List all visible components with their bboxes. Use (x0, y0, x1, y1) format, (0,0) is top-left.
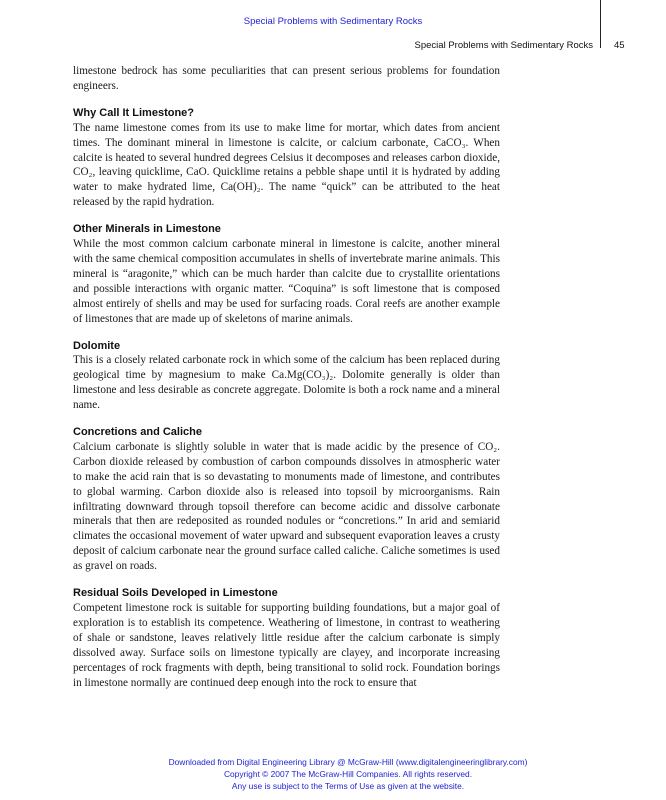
footer-copyright[interactable]: Copyright © 2007 The McGraw-Hill Companies. All rights reserved. (223, 769, 473, 779)
section-heading: Residual Soils Developed in Limestone (73, 587, 278, 600)
section-paragraph: The name limestone comes from its use to make lime for mortar, which dates from ancient times. The dominant mineral in limestone is calcite, or calcium carbonate, CaCO₃. When calcite is heated to several hundred degrees Celsius it decomposes and releases carbon dioxide, CO₂, leaving quicklime, CaO. Quicklime retains a pebble shape until it is hydrated by adding water to make hydrated lime, Ca(OH)₂. The name “quick” can be attributed to the heat released by the rapid hydration. (73, 121, 500, 209)
section-heading: Concretions and Caliche (73, 426, 202, 439)
section-heading: Other Minerals in Limestone (73, 223, 221, 236)
section-paragraph: Calcium carbonate is slightly soluble in water that is made acidic by the presence of CO₂. Carbon dioxide released by combustion of carbon compounds dissolves in atmospheric water to make the acid rain that is so devastating to monuments made of limestone, and contributes to global warming. Carbon dioxide also is released into topsoil by microorganisms. Rain infiltrating downward through topsoil therefore can become acidic and dissolve carbonate minerals that then are redeposited as rounded nodules or “concretions.” In arid and semiarid climates the occasional movement of water upward and subsequent evaporation leaves a crusty deposit of calcium carbonate near the ground surface called caliche. Caliche sometimes is used as gravel on roads. (73, 440, 500, 573)
top-chapter-link[interactable]: Special Problems with Sedimentary Rocks (243, 16, 423, 27)
page-number: 45 (614, 40, 625, 51)
header-rule (600, 0, 601, 48)
section-heading: Dolomite (73, 339, 121, 352)
running-head: Special Problems with Sedimentary Rocks (414, 40, 593, 51)
section-paragraph: This is a closely related carbonate rock in which some of the calcium has been replaced during geological time by magnesium to make Ca.Mg(CO₃)₂. Dolomite generally is older than limestone and less desirable as concrete aggregate. Dolomite is both a rock name and a mineral name. (73, 354, 500, 412)
intro-paragraph: limestone bedrock has some peculiarities that can present serious problems for foundation engineers. (73, 65, 500, 92)
footer-download-link[interactable]: Downloaded from Digital Engineering Library @ McGraw-Hill (www.digitalengineeringlibrary.com) (168, 757, 528, 767)
page-body (73, 64, 500, 690)
section-heading: Why Call It Limestone? (73, 106, 195, 119)
section-paragraph: While the most common calcium carbonate mineral in limestone is calcite, another mineral with the same chemical composition accumulates in shells of invertebrate marine animals. This mineral is “aragonite,” which can be much harder than calcite due to crystallite orientations and possible interactions with organic matter. “Coquina” is soft limestone that is composed almost entirely of shells and may be used for surfacing roads. Coral reefs are another example of limestones that are made up of skeletons of marine animals. (73, 238, 500, 325)
footer-terms-link[interactable]: Any use is subject to the Terms of Use as given at the website. (231, 781, 465, 791)
footer (0, 756, 666, 792)
section-paragraph: Competent limestone rock is suitable for supporting building foundations, but a major goal of exploration is to establish its competence. Weathering of limestone, in contrast to weathering of shale or sandstone, leaves relatively little residue after the calcium carbonate is simply dissolved away. Surface soils on limestone typically are clayey, and incorporate increasing percentages of rock fragments with depth, being transitional to solid rock. Foundation borings in limestone normally are continued deep enough into the rock to ensure that (73, 602, 500, 689)
